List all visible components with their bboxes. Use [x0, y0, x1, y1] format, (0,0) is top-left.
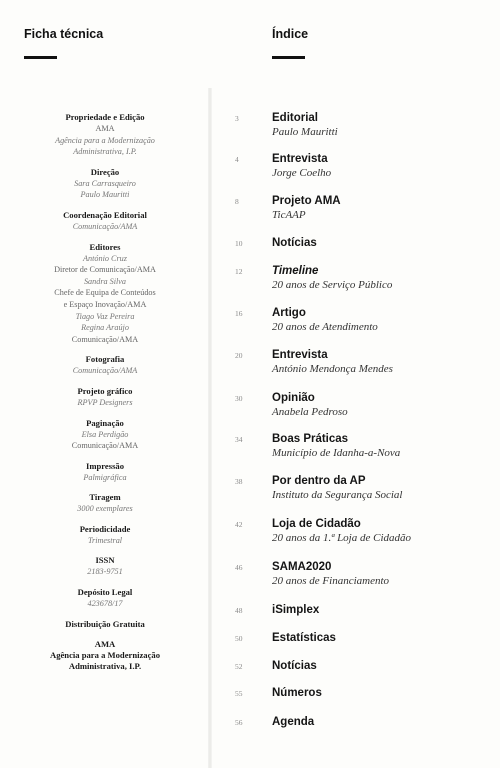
credit-title: Projeto gráfico	[77, 385, 133, 396]
toc-entry[interactable]	[210, 716, 500, 732]
toc-page-number: 30	[235, 394, 243, 403]
toc-entry[interactable]	[210, 392, 500, 422]
credit-line: Elsa Perdigão	[81, 429, 129, 439]
credit-line: Trimestral	[87, 535, 123, 545]
credit-group	[0, 586, 210, 610]
toc-title: Projeto AMA	[272, 195, 341, 207]
credit-group	[0, 209, 210, 233]
toc-page-number: 10	[235, 239, 243, 248]
index-heading: Índice	[272, 27, 309, 41]
toc-title: Notícias	[272, 660, 317, 672]
toc-page-number: 46	[235, 563, 243, 572]
credits-list	[0, 111, 210, 681]
toc-page-number: 8	[235, 197, 239, 206]
toc-subtitle: 20 anos da 1.ª Loja de Cidadão	[272, 532, 412, 544]
credit-group	[0, 166, 210, 201]
credit-line: Diretor de Comunicação/AMA	[54, 265, 156, 275]
toc-title: Números	[272, 687, 322, 699]
credit-group	[0, 618, 210, 630]
toc-page-number: 16	[235, 309, 243, 318]
toc-subtitle: Anabela Pedroso	[272, 406, 348, 418]
toc-page-number: 12	[235, 267, 243, 276]
toc-title: Boas Práticas	[272, 433, 349, 445]
credit-title: Editores	[89, 241, 121, 252]
credit-title: AMA	[94, 638, 116, 649]
credit-title: Impressão	[85, 460, 125, 471]
toc-entry[interactable]	[210, 561, 500, 591]
credit-line: 3000 exemplares	[77, 504, 133, 514]
toc-title: Por dentro da AP	[272, 475, 366, 487]
credit-line: AMA	[95, 124, 115, 133]
credit-line: Administrativa, I.P.	[68, 661, 142, 672]
toc-title: iSimplex	[272, 604, 320, 616]
credit-line: Agência para a Modernização	[55, 135, 155, 145]
toc-entry[interactable]	[210, 433, 500, 463]
toc-entry[interactable]	[210, 518, 500, 548]
toc-page-number: 55	[235, 689, 243, 698]
toc-title: Loja de Cidadão	[272, 518, 361, 530]
credit-line: e Espaço Inovação/AMA	[63, 299, 147, 309]
toc-entry[interactable]	[210, 632, 500, 648]
toc-title: Artigo	[272, 307, 306, 319]
credit-title: ISSN	[95, 555, 115, 566]
toc-title: Estatísticas	[272, 632, 336, 644]
credit-line: Regina Araújo	[81, 323, 129, 333]
toc-entry[interactable]	[210, 687, 500, 703]
credit-group	[0, 353, 210, 377]
credit-line: Palmigráfica	[83, 472, 127, 482]
toc-subtitle: 20 anos de Atendimento	[272, 321, 378, 333]
credit-group	[0, 417, 210, 452]
credit-group	[0, 385, 210, 409]
credit-title: Tiragem	[89, 492, 121, 503]
credit-title: Distribuição Gratuita	[65, 618, 145, 629]
toc-page-number: 48	[235, 606, 243, 615]
toc-entry[interactable]	[210, 195, 500, 225]
toc-entry[interactable]	[210, 604, 500, 620]
toc-subtitle: Paulo Mauritti	[272, 126, 338, 138]
toc-entry[interactable]	[210, 237, 500, 253]
toc-entry[interactable]	[210, 153, 500, 183]
credit-line: Tiago Vaz Pereira	[75, 311, 135, 321]
toc-subtitle: 20 anos de Financiamento	[272, 575, 390, 587]
credit-line: Comunicação/AMA	[71, 334, 139, 344]
credit-title: Direção	[90, 166, 120, 177]
toc-title: Notícias	[272, 237, 317, 249]
credit-line: António Cruz	[83, 253, 127, 263]
toc-page-number: 50	[235, 634, 243, 643]
toc-entry[interactable]	[210, 112, 500, 142]
toc-subtitle: TicAAP	[272, 209, 306, 221]
toc-title: Timeline	[272, 265, 319, 277]
toc-page-number: 20	[235, 351, 243, 360]
toc-page-number: 52	[235, 662, 243, 671]
credit-line: Comunicação/AMA	[72, 366, 138, 376]
toc-subtitle: Município de Idanha-a-Nova	[272, 447, 401, 459]
credits-heading-rule	[24, 56, 57, 59]
credits-heading: Ficha técnica	[24, 27, 104, 41]
credit-line: Paulo Mauritti	[80, 190, 130, 200]
toc-entry[interactable]	[210, 307, 500, 337]
credit-group	[0, 554, 210, 578]
credit-group	[0, 111, 210, 158]
toc-page-number: 38	[235, 477, 243, 486]
credit-title: Propriedade e Edição	[65, 112, 145, 122]
credit-group	[0, 491, 210, 515]
credit-title: Paginação	[86, 417, 124, 428]
toc-page-number: 34	[235, 435, 243, 444]
toc-title: Entrevista	[272, 153, 328, 165]
credit-title: Depósito Legal	[77, 587, 133, 598]
credit-group	[0, 241, 210, 346]
credit-title: Fotografia	[85, 354, 125, 365]
toc-entry[interactable]	[210, 265, 500, 295]
credit-line: Chefe de Equipa de Conteúdos	[54, 288, 156, 298]
toc-subtitle: António Mendonça Mendes	[272, 363, 393, 375]
credit-line: Comunicação/AMA	[72, 221, 138, 231]
credit-line: Administrativa, I.P.	[73, 147, 137, 157]
toc-entry[interactable]	[210, 660, 500, 676]
credit-line: 2183-9751	[87, 567, 123, 577]
credit-line: Comunicação/AMA	[71, 441, 139, 451]
credit-line: Sara Carrasqueiro	[74, 178, 136, 188]
toc-title: Editorial	[272, 112, 319, 124]
credit-group	[0, 638, 210, 673]
index-heading-rule	[272, 56, 305, 59]
credit-group	[0, 523, 210, 547]
toc-subtitle: Jorge Coelho	[272, 167, 332, 179]
toc-subtitle: 20 anos de Serviço Público	[272, 279, 393, 291]
toc-title: Agenda	[272, 716, 315, 728]
toc-title: Entrevista	[272, 349, 328, 361]
credit-line: Sandra Silva	[83, 276, 127, 286]
toc-page-number: 3	[235, 114, 239, 123]
toc-title: Opinião	[272, 392, 315, 404]
toc-subtitle: Instituto da Segurança Social	[272, 489, 403, 501]
credit-line: 423678/17	[87, 599, 123, 609]
credit-title: Coordenação Editorial	[63, 209, 147, 220]
toc-page-number: 56	[235, 718, 243, 727]
toc-title: SAMA2020	[272, 561, 332, 573]
credit-line: RPVP Designers	[77, 397, 133, 407]
credit-line: Agência para a Modernização	[49, 649, 161, 660]
toc-entry[interactable]	[210, 349, 500, 379]
credit-title: Periodicidade	[79, 523, 131, 534]
credit-group	[0, 460, 210, 484]
toc-page-number: 4	[235, 155, 239, 164]
toc-entry[interactable]	[210, 475, 500, 505]
toc-page-number: 42	[235, 520, 243, 529]
